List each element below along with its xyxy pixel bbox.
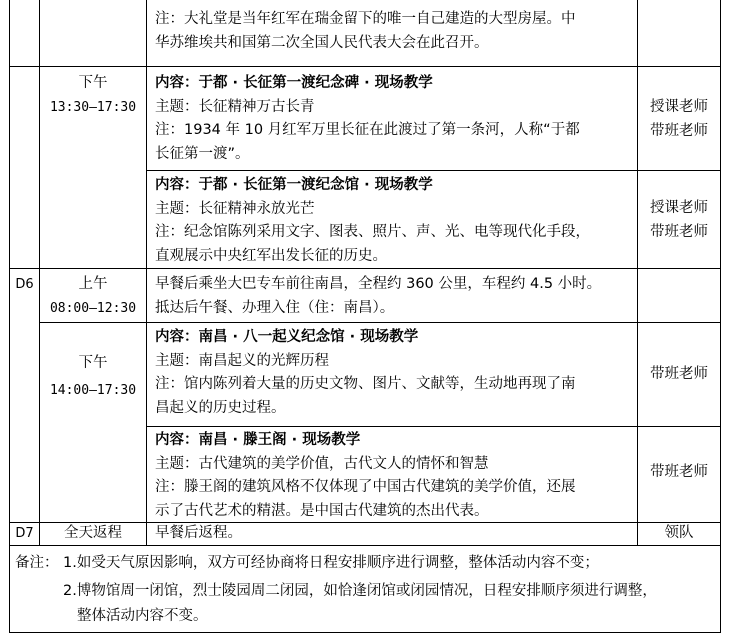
row-4-time-cell — [40, 352, 146, 406]
time-range: 08:00—12:30 — [49, 300, 137, 316]
row-2-staff — [638, 197, 720, 244]
content-line: 主题：长征精神万古长青 — [155, 98, 315, 115]
note-item: 1.如受天气原因影响，双方可经协商将日程安排顺序进行调整，整体活动内容不变； — [63, 555, 599, 571]
activity-title: 内容：于都 · 长征第一渡纪念馆 · 现场教学 — [155, 177, 433, 193]
period-label: 上午 — [78, 276, 108, 292]
row-4-staff — [638, 363, 720, 387]
row-1-content — [155, 72, 580, 166]
row-divider — [9, 66, 721, 67]
row-divider — [9, 268, 721, 269]
row-5-content — [155, 429, 576, 523]
period-label: 下午 — [78, 355, 108, 371]
staff-label: 带班老师 — [650, 366, 708, 382]
time-range: 13:30—17:30 — [49, 99, 137, 115]
table-right-border — [720, 0, 721, 633]
column-divider — [146, 0, 147, 546]
table-bottom-border — [9, 632, 721, 633]
row-divider — [146, 170, 721, 171]
time-range: 14:00—17:30 — [49, 382, 137, 398]
content-line: 华苏维埃共和国第二次全国人民代表大会在此召开。 — [155, 34, 489, 51]
day-label: D7 — [15, 526, 34, 541]
content-line: 注：1934 年 10 月红军万里长征在此渡过了第一条河，人称“于都 — [155, 122, 580, 138]
activity-title: 内容：南昌 · 滕王阁 · 现场教学 — [155, 432, 361, 448]
row-divider — [39, 322, 721, 323]
content-line: 直观展示中央红军出发长征的历史。 — [155, 247, 387, 264]
notes-label: 备注： — [15, 555, 59, 571]
period-label: 全天返程 — [64, 525, 122, 541]
content-line: 主题：南昌起义的光辉历程 — [155, 352, 329, 369]
activity-title: 内容：于都 · 长征第一渡纪念碑 · 现场教学 — [155, 75, 433, 91]
day-label: D6 — [15, 277, 34, 292]
content-line: 注：滕王阁的建筑风格不仅体现了中国古代建筑的美学价值，还展 — [155, 479, 576, 495]
content-line: 早餐后返程。 — [155, 525, 242, 541]
note-item: 2.博物馆周一闭馆，烈士陵园周二闭园，如恰逢闭馆或闭园情况，日程安排顺序须进行调整， — [63, 583, 657, 599]
note-item: 整体活动内容不变。 — [77, 608, 208, 624]
period-label: 下午 — [78, 75, 108, 91]
content-line: 主题：古代建筑的美学价值，古代文人的情怀和智慧 — [155, 455, 489, 472]
row-3-time-cell — [40, 273, 146, 320]
staff-label: 带班老师 — [650, 223, 708, 240]
staff-label: 授课老师 — [650, 99, 708, 115]
activity-title: 内容：南昌 · 八一起义纪念馆 · 现场教学 — [155, 329, 419, 345]
row-1-time-cell — [40, 72, 146, 119]
row-4-content — [155, 326, 576, 420]
content-line: 注：馆内陈列着大量的历史文物、图片、文献等，生动地再现了南 — [155, 376, 576, 392]
row-2-content — [155, 174, 590, 268]
row-1-staff — [638, 96, 720, 143]
row-3-content — [155, 273, 601, 320]
row-0-content — [155, 8, 576, 55]
content-line: 主题：长征精神永放光芒 — [155, 200, 315, 217]
content-line: 昌起义的历史过程。 — [155, 399, 286, 416]
content-line: 长征第一渡”。 — [155, 145, 250, 162]
content-line: 抵达后午餐、办理入住（住：南昌）。 — [155, 299, 395, 316]
row-divider — [146, 426, 721, 427]
itinerary-table — [9, 0, 721, 633]
staff-label: 带班老师 — [650, 464, 708, 480]
content-line: 注：大礼堂是当年红军在瑞金留下的唯一自己建造的大型房屋。中 — [155, 11, 576, 27]
content-line: 注：纪念馆陈列采用文字、图表、照片、声、光、电等现代化手段， — [155, 224, 590, 240]
content-line: 示了古代艺术的精湛。是中国古代建筑的杰出代表。 — [155, 502, 489, 519]
row-5-staff — [638, 461, 720, 485]
content-line: 早餐后乘坐大巴专车前往南昌，全程约 360 公里，车程约 4.5 小时。 — [155, 276, 602, 292]
staff-label: 授课老师 — [650, 200, 708, 216]
staff-label: 领队 — [664, 525, 694, 541]
staff-label: 带班老师 — [650, 122, 708, 139]
